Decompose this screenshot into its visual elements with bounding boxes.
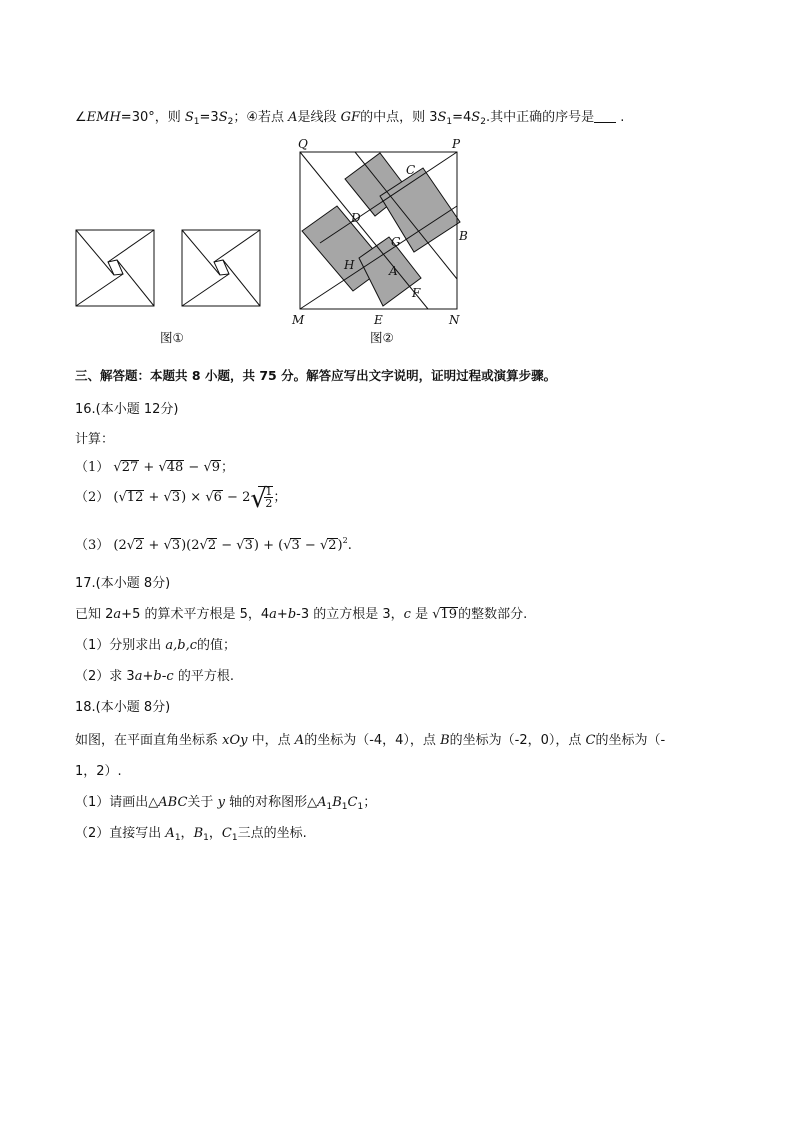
denominator: 2 [265,497,273,510]
label-p: P [452,137,461,151]
q16-title: 16.(本小题 12分) [75,402,179,417]
label-d: D [351,211,361,225]
var-s1: S [437,110,447,125]
q17-part2 [75,665,234,684]
question15-tail-line [75,106,624,127]
text: 中，点 [251,733,291,748]
text: 轴的对称图形△ [229,795,318,810]
text: .其中正确的序号是 [485,110,595,125]
text: =4 [452,110,472,125]
angle-emh: EMH [86,110,121,125]
fig1-square-a [76,230,154,306]
radicand: 6 [213,490,222,505]
point-c1: C [221,826,232,841]
text: ； [221,460,235,475]
text: ； [273,490,287,505]
subscript: 1 [357,802,364,812]
subscript: 2 [480,117,486,127]
text: ；④若点 [233,110,284,125]
fig1-square-b [182,230,260,306]
label-n: N [449,313,460,327]
text: ； [363,795,377,810]
label-e: E [374,313,383,327]
radicand: 2 [135,538,144,553]
radicand: 9 [211,460,221,475]
point-a1: A [317,795,327,810]
fig1-line [76,230,114,275]
point-a: A [294,733,305,748]
var-c: c [166,669,174,684]
q16-part2: （2） (√12 + √3) × √6 − 2 √ $\frac{1}{2}$ ； [75,484,287,514]
text: 8 [191,368,201,383]
text: 的坐标为（-2，0），点 [449,733,582,748]
q18-part2 [75,822,307,843]
q18-stem-line2: 1，2）. [75,764,122,779]
text: 的坐标为（- [595,733,666,748]
text: 关于 [187,795,214,810]
text: 小题，共 [204,368,255,383]
var-s2: S [471,110,481,125]
label-q: Q [298,137,308,151]
subscript: 1 [193,117,200,127]
point-c1: C [347,795,358,810]
point-c: C [585,733,596,748]
text: 如图，在平面直角坐标系 [75,733,219,748]
fig1-line [214,230,260,262]
subscript: 2 [227,117,234,127]
q18-stem-line1 [75,729,665,748]
label-a: A [389,264,398,278]
var-b: b [287,607,297,622]
text: - [161,669,167,684]
label-h: H [344,258,355,272]
q18-title: 18.(本小题 8分) [75,700,171,715]
text: 的整数部分. [458,607,528,622]
label-f: F [412,286,421,300]
text: 已知 2 [75,607,114,622]
coefficient: 2 [118,538,127,553]
point-b1: B [193,826,204,841]
segment-gf: GF [340,110,361,125]
radicand: 2 [207,538,217,553]
var-s1: S [184,110,194,125]
var-a: A [288,110,298,125]
text: 是 [415,607,429,622]
var-a: a [269,607,277,622]
subscript: 1 [174,833,181,843]
text: （1）请画出△ [75,795,159,810]
var-xoy: xOy [222,733,248,748]
part-label: （1） [75,460,110,475]
radicand: 19 [440,607,458,622]
radicand: 3 [171,490,181,505]
label-m: M [292,313,305,327]
q17-part1 [75,634,236,653]
text: 的坐标为（-4，4），点 [304,733,436,748]
text: . [620,110,625,125]
text: （2）求 3 [75,669,135,684]
fig1-line [223,260,260,306]
point-b1: B [332,795,342,810]
fig1-inner-square [108,260,123,275]
text: 的中点，则 3 [360,110,438,125]
text: ， [180,826,194,841]
subscript: 1 [341,802,348,812]
var-y: y [217,795,225,810]
figure-2 [288,136,478,332]
text: =3 [199,110,219,125]
text: + [276,607,288,622]
point-b: B [440,733,450,748]
text: ， [208,826,222,841]
text: 的值； [197,638,237,653]
q16-part1: （1） √27 + √48 − √9； [75,460,235,475]
label-c: C [406,163,416,177]
text: 三点的坐标. [237,826,307,841]
answer-blank[interactable] [594,110,616,123]
text: . [347,538,352,553]
var-a: a [134,669,143,684]
radicand: 12 [126,490,144,505]
part-label: （3） [75,538,110,553]
radicand: 3 [244,538,253,553]
coefficient: 2 [242,490,251,505]
q17-stem: 已知 2a+5 的算术平方根是 5，4a+b-3 的立方根是 3，c 是 √19的整数部分. [75,607,528,622]
vars-abc: a,b,c [165,638,198,653]
subscript: 1 [326,802,333,812]
var-s2: S [218,110,228,125]
var-b: b [153,669,162,684]
subscript: 1 [231,833,238,843]
radicand: 3 [291,538,300,553]
fig1-line [182,274,229,306]
q17-title: 17.(本小题 8分) [75,576,171,591]
text: -3 的立方根是 3， [296,607,404,622]
part-label: （2） [75,490,110,505]
radicand: 3 [171,538,181,553]
text: 分。解答应写出文字说明，证明过程或演算步骤。 [281,368,557,383]
exponent: 2 [342,536,348,545]
fig1-inner-square [214,260,229,275]
subscript: 1 [203,833,209,843]
coefficient: 2 [191,538,200,553]
text: =30°，则 [120,110,181,125]
numerator: 1 [265,485,273,498]
var-c: c [403,607,411,622]
text: （2）直接写出 [75,826,162,841]
fig1-line [182,230,220,275]
subscript: 1 [446,117,453,127]
figure-2-caption: 图② [370,330,394,345]
fig1-line [76,274,123,306]
section-3-header [75,366,556,384]
text: +5 的算术平方根是 5，4 [121,607,270,622]
text: 的平方根. [177,669,234,684]
text: 三、解答题：本题共 [75,368,188,383]
text: 是线段 [297,110,337,125]
text: （1）分别求出 [75,638,162,653]
figure-1 [70,222,270,312]
q16-prompt: 计算： [75,432,115,447]
q18-part1 [75,791,376,812]
radicand: 27 [121,460,139,475]
text: + [142,669,154,684]
label-g: G [391,235,401,249]
sqrt-fraction: √ $\frac{1}{2}$ [250,484,273,514]
point-a1: A [165,826,175,841]
q16-part3: （3） $(2√2 + √3)(2√2 - √3) + (√3 - √2)^2$. [75,536,352,553]
radicand: 48 [166,460,184,475]
angle-symbol: ∠ [75,110,87,125]
fig1-line [108,230,154,262]
figure-1-caption: 图① [160,330,184,345]
text: 75 [259,368,277,383]
triangle-abc: ABC [158,795,188,810]
label-b: B [459,229,468,243]
fig1-line [117,260,154,306]
var-a: a [113,607,122,622]
radicand: 2 [328,538,337,553]
